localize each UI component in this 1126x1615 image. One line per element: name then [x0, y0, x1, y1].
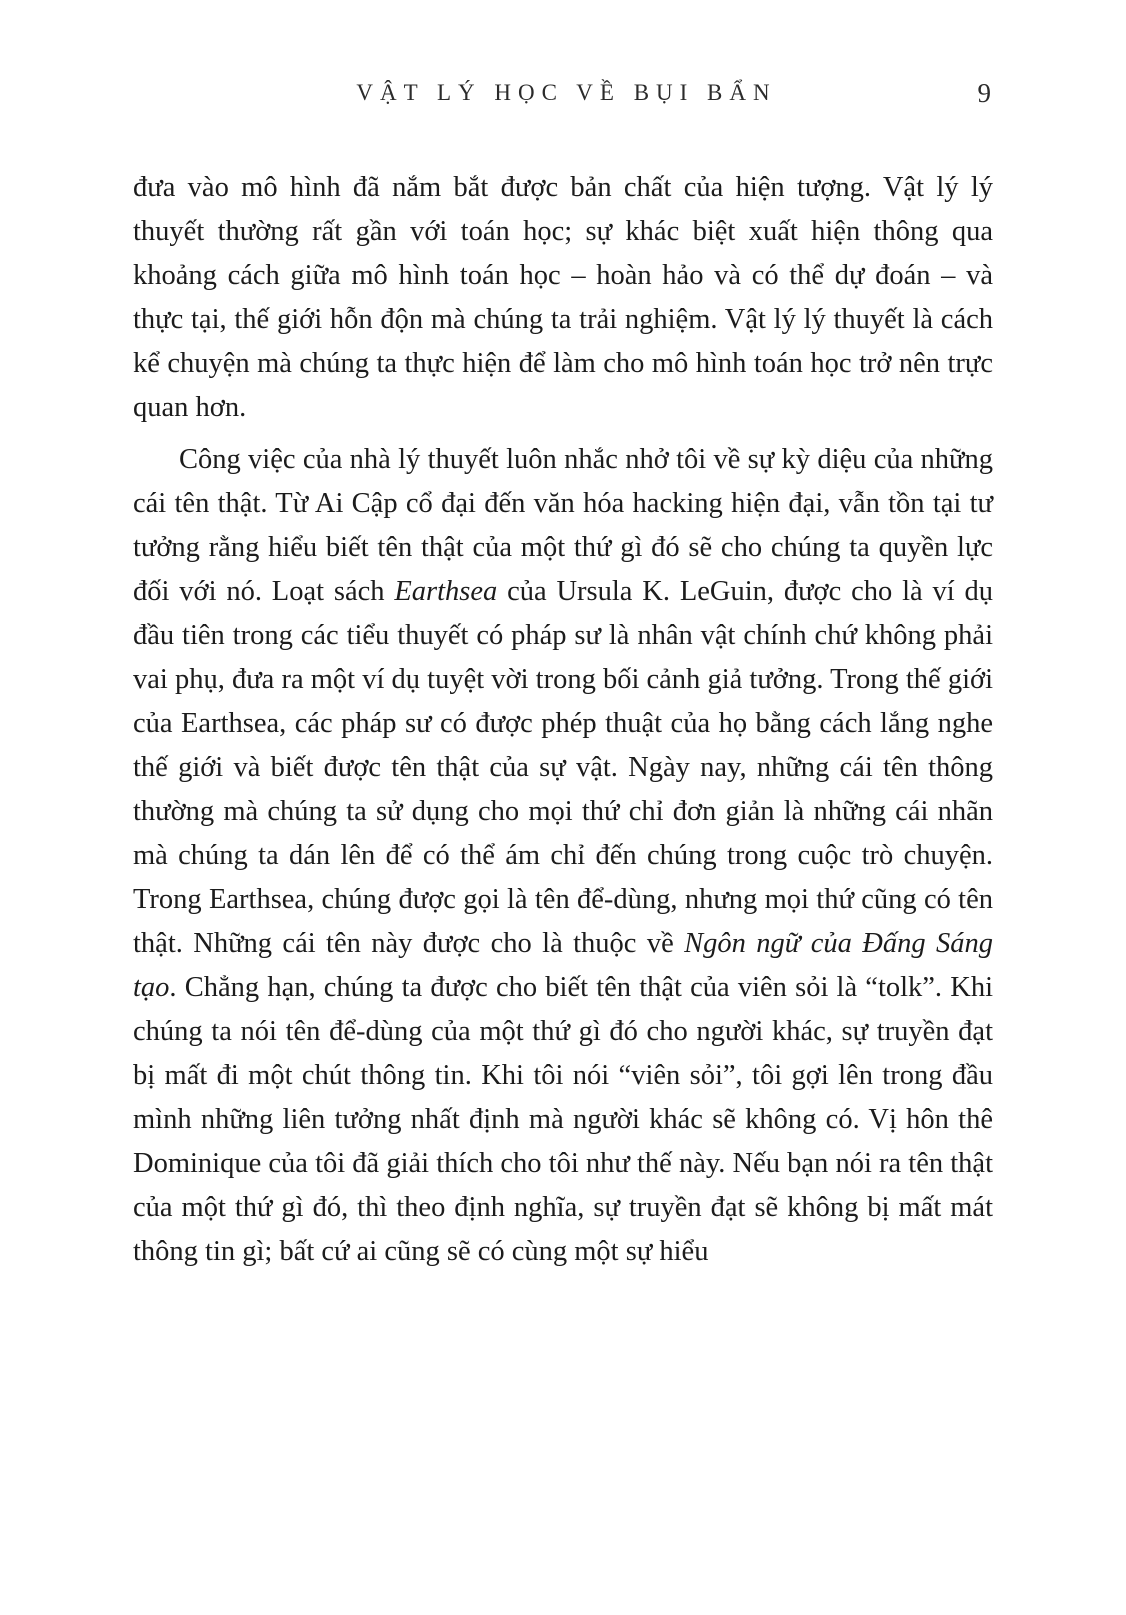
text-run: Công việc của nhà lý thuyết luôn nhắc nhở tôi về sự kỳ diệu của những cái tên thật. Từ Ai Cập cổ đại đến văn hóa hacking hiện đại, vẫn tồn tại tư tưởng rằng hiểu biết tên thật của một thứ gì đó sẽ cho chúng ta quyền lực đối với nó. Loạt sách	[133, 444, 993, 607]
page-body	[133, 166, 993, 1274]
text-run: của Ursula K. LeGuin, được cho là ví dụ đầu tiên trong các tiểu thuyết có pháp sư là nhân vật chính chứ không phải vai phụ, đưa ra một ví dụ tuyệt vời trong bối cảnh giả tưởng. Trong thế giới của Earthsea, các pháp sư có được phép thuật của họ bằng cách lắng nghe thế giới và biết được tên thật của sự vật. Ngày nay, những cái tên thông thường mà chúng ta sử dụng cho mọi thứ chỉ đơn giản là những cái nhãn mà chúng ta dán lên để có thể ám chỉ đến chúng trong cuộc trò chuyện. Trong Earthsea, chúng được gọi là tên để-dùng, nhưng mọi thứ cũng có tên thật. Những cái tên này được cho là thuộc về	[133, 576, 993, 959]
italic-text-run: Earthsea	[394, 576, 498, 607]
text-run: . Chẳng hạn, chúng ta được cho biết tên thật của viên sỏi là “tolk”. Khi chúng ta nói tên để-dùng của một thứ gì đó cho người khác, sự truyền đạt bị mất đi một chút thông tin. Khi tôi nói “viên sỏi”, tôi gợi lên trong đầu mình những liên tưởng nhất định mà người khác sẽ không có. Vị hôn thê Dominique của tôi đã giải thích cho tôi như thế này. Nếu bạn nói ra tên thật của một thứ gì đó, thì theo định nghĩa, sự truyền đạt sẽ không bị mất mát thông tin gì; bất cứ ai cũng sẽ có cùng một sự hiểu	[133, 972, 993, 1267]
text-run: đưa vào mô hình đã nắm bắt được bản chất của hiện tượng. Vật lý lý thuyết thường rất gần với toán học; sự khác biệt xuất hiện thông qua khoảng cách giữa mô hình toán học – hoàn hảo và có thể dự đoán – và thực tại, thế giới hỗn độn mà chúng ta trải nghiệm. Vật lý lý thuyết là cách kể chuyện mà chúng ta thực hiện để làm cho mô hình toán học trở nên trực quan hơn.	[133, 172, 993, 423]
paragraph	[133, 166, 993, 430]
page-number: 9	[977, 78, 991, 108]
running-header-title: VẬT LÝ HỌC VỀ BỤI BẨN	[356, 80, 777, 105]
paragraph	[133, 438, 993, 1274]
italic-text-run: Ngôn ngữ của Đấng Sáng tạo	[133, 928, 993, 1003]
running-head	[133, 80, 993, 114]
